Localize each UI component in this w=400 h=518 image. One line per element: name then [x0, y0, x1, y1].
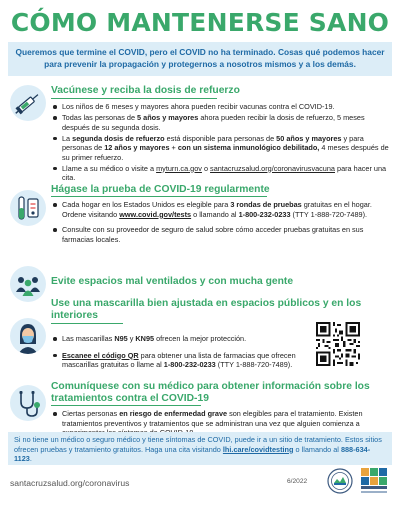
test-kit-icon: [10, 190, 46, 226]
heading-underline: [51, 323, 123, 324]
list-item: Todas las personas de 5 años y mayores ahora pueden recibir la dosis de refuerzo, 5 meses después de su segunda dosis.: [51, 113, 390, 132]
stethoscope-icon: [10, 385, 46, 421]
section-heading-testing: Hágase la prueba de COVID-19 regularmente: [51, 184, 270, 195]
treatment-sites-note: Si no tiene un médico o seguro médico y tiene síntomas de COVID, puede ir a un sitio de tratamiento. Estos sitios ofrecen pruebas y tratamiento gratuitos. Haga una cita visitando lhi.care/covidtesting o llamando al 888-634-1123.: [8, 432, 392, 465]
website-link[interactable]: santacruzsalud.org/coronavirus: [10, 478, 130, 488]
vaccine-info-link[interactable]: santacruzsalud.org/coronavirusvacuna: [210, 163, 335, 173]
heading-underline: [51, 98, 217, 99]
list-item: Escanee el código QR para obtener una lista de farmacias que ofrecen mascarillas gratuitas o llame al 1-800-232-0233 (TTY 1-888-720-7489).: [51, 351, 308, 370]
list-item: La segunda dosis de refuerzo está disponible para personas de 50 años y mayores y para personas de 12 años y mayores + con un sistema inmunológico debilitado, 4 meses después de su primer refuerzo.: [51, 134, 390, 163]
section-heading-treatment: Comuníquese con su médico para obtener información sobre los tratamientos contra el COVID-19: [51, 381, 370, 404]
list-item: Consulte con su proveedor de seguro de salud sobre cómo acceder pruebas gratuitas en sus farmacias locales.: [51, 225, 390, 244]
testing-bullets: [51, 200, 390, 246]
list-item: Las mascarillas N95 y KN95 ofrecen la mejor protección.: [51, 334, 308, 344]
heading-underline: [51, 405, 201, 406]
list-item: Ciertas personas en riesgo de enfermedad grave son elegibles para el tratamiento. Existen tratamientos preventivos y tratamientos que se administran una vez que alguien comienza a: [51, 409, 390, 438]
heading-underline: [51, 196, 267, 197]
syringe-icon: [10, 85, 46, 121]
section-heading-ventilation: Evite espacios mal ventilados y con mucha gente: [51, 276, 294, 287]
section-heading-mask: Use una mascarilla bien ajustada en espacios públicos y en los interiores: [51, 298, 362, 321]
myturn-link[interactable]: myturn.ca.gov: [156, 163, 202, 173]
list-item: Cada hogar en los Estados Unidos es elegible para 3 rondas de pruebas gratuitas en el hogar. Ordene visitando www.covid.gov/tests o llamando al 1-800-232-0233 (TTY 1-888-720-7489).: [51, 200, 390, 219]
vaccine-bullets: [51, 102, 390, 184]
crowd-icon: [10, 266, 46, 302]
section-heading-vaccine: Vacúnese y reciba la dosis de refuerzo: [51, 85, 240, 96]
county-seal-icon: [327, 468, 353, 494]
qr-code-icon[interactable]: [316, 322, 360, 366]
intro-box: Queremos que termine el COVID, pero el COVID no ha terminado. Cosas qué podemos hacer para prevenir la propagación y protegernos a nosotros mismos y a los demás.: [8, 42, 392, 76]
masked-person-icon: [10, 318, 46, 354]
mask-bullets: [51, 334, 308, 371]
page-title: CÓMO MANTENERSE SANO: [10, 8, 390, 37]
list-item: Llame a su médico o visite a myturn.ca.gov o santacruzsalud.org/coronavirusvacuna para hacer una cita.: [51, 164, 390, 183]
list-item: Los niños de 6 meses y mayores ahora pueden recibir vacunas contra el COVID-19.: [51, 102, 390, 112]
lhi-care-link[interactable]: lhi.care/covidtesting: [222, 444, 294, 454]
health-services-logo-icon: [360, 467, 388, 497]
covid-tests-link[interactable]: www.covid.gov/tests: [119, 209, 192, 219]
publication-date: 6/2022: [287, 478, 308, 485]
